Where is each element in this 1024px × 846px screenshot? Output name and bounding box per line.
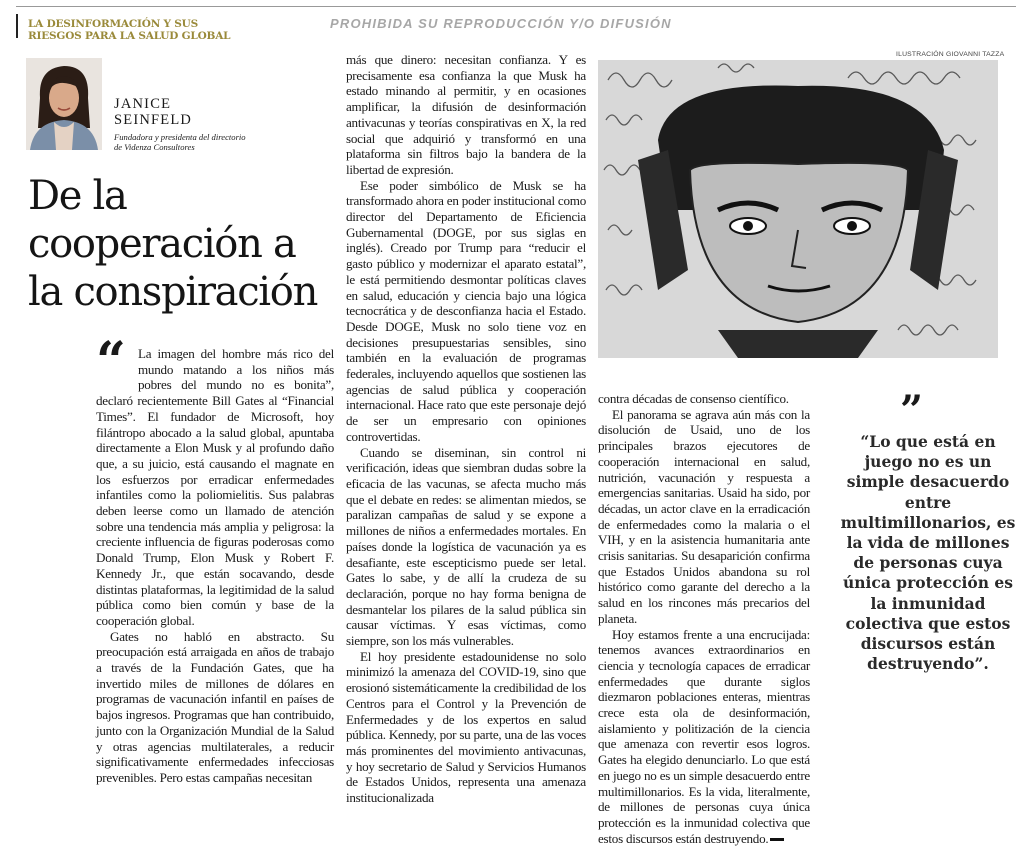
dropcap-spacer xyxy=(96,346,138,390)
article-column-1 xyxy=(96,346,334,786)
headline-line1: De la xyxy=(28,173,127,219)
pull-quote: “Lo que está en juego no es un simple desacuerdo entre multimillonarios, es la vida de millones de personas cuya única protección es la inmunidad colectiva que estos discursos están destruyendo”. xyxy=(840,432,1016,674)
author-first-name: JANICE xyxy=(114,96,172,112)
section-label: LA DESINFORMACIÓN Y SUS RIESGOS PARA LA SALUD GLOBAL xyxy=(28,18,231,42)
top-rule xyxy=(16,6,1016,7)
headline-line2: cooperación a xyxy=(28,221,296,267)
column2-paragraph: El hoy presidente estadounidense no solo minimizó la amenaza del COVID-19, sino que erosionó sistemáticamente la credibilidad de los Centros para el Control y la Prevención de Enfermedades y de los expertos en salud pública. Kennedy, por su parte, una de las voces más prominentes del movimiento antivacunas, y hoy secretario de Salud y Servicios Humanos de Estados Unidos, representa una amenaza institucionalizada xyxy=(346,648,586,806)
pull-quote-icon: ” xyxy=(900,387,924,434)
author-role-line1: Fundadora y presidenta del directorio xyxy=(114,132,246,142)
watermark: PROHIBIDA SU REPRODUCCIÓN Y/O DIFUSIÓN xyxy=(330,16,672,31)
illustration xyxy=(598,60,998,358)
author-role xyxy=(114,132,314,152)
author-last-name: SEINFELD xyxy=(114,112,193,128)
headline xyxy=(28,172,328,316)
author-role-line2: de Videnza Consultores xyxy=(114,142,195,152)
author-photo xyxy=(26,58,102,150)
section-rule xyxy=(16,14,18,38)
end-mark-icon xyxy=(770,838,784,841)
column1-paragraph: Gates no habló en abstracto. Su preocupación está arraigada en años de trabajo a través de la Fundación Gates, que ha invertido miles de millones de dólares en programas de vacunación infantil en países de bajos ingresos. Programas que han contribuido, junto con la Organización Mundial de la Salud y otras agencias multilaterales, a reducir significativamente enfermedades infecciosas prevenibles. Pero estas campañas necesitan xyxy=(96,628,334,785)
illustration-drawing xyxy=(598,60,998,358)
article-column-2 xyxy=(346,52,586,806)
column3-paragraph xyxy=(598,627,810,846)
column1-paragraph xyxy=(96,346,334,629)
column2-paragraph: Ese poder simbólico de Musk se ha transformado ahora en poder institucional como director del Departamento de Eficiencia Gubernamental (DOGE, por sus siglas en inglés). Creado por Trump para “reducir el gasto público y modernizar el aparato estatal”, le está permitiendo desmontar políticas claves en salud, educación y ciencia bajo una lógica tecnocrática y de desconfianza hacia el Estado. Desde DOGE, Musk no solo tiene voz en decisiones presupuestarias sensibles, sino también en la evaluación de programas federales, incluyendo aquellos que sostienen las agencias de salud pública y cooperación internacional. Hace rato que este personaje dejó de ser un empresario con opiniones controvertidas. xyxy=(346,177,586,444)
opening-quote-icon: “ xyxy=(96,331,126,392)
illustration-credit: ILUSTRACIÓN GIOVANNI TAZZA xyxy=(896,51,1005,58)
headline-line3: la conspiración xyxy=(28,269,318,315)
author-name xyxy=(114,96,284,128)
column3-paragraph: contra décadas de consenso científico. xyxy=(598,391,789,406)
column3-p3-text: Hoy estamos frente a una encrucijada: tenemos avances extraordinarios en ciencia y tecnología capaces de erradicar enfermedades que durante siglos diezmaron poblaciones enteras, mientras crece esta ola de desinformación, aislamiento y politización de la ciencia que amenaza con revertir esos logros. Gates ha elegido denunciarlo. Lo que está en juego no es un simple desacuerdo entre multimillonarios. Es la vida, literalmente, de millones de personas cuya única protección es la inmunidad colectiva que estos discursos están destruyendo. xyxy=(598,626,810,846)
column2-paragraph: más que dinero: necesitan confianza. Y es precisamente esa confianza la que Musk ha estado minando al permitir, y en ocasiones amplificar, la difusión de desinformación antivacunas y teorías conspirativas en X, la red social que adquirió y transformó en una plataforma sin filtros bajo la bandera de la libertad de expresión. xyxy=(346,52,586,177)
column2-paragraph: Cuando se diseminan, sin control ni verificación, ideas que siembran dudas sobre la eficacia de las vacunas, se afecta mucho más que el debate en redes: se alimentan miedos, se paralizan campañas de salud y se expone a millones de niños a enfermedades mortales. En países donde la logística de vacunación ya es desafiante, este escepticismo puede ser letal. Gates lo sabe, y de allí la crudeza de su declaración, porque no hay forma benigna de desmantelar los pilares de la salud pública sin causar víctimas. Y esas víctimas, como siempre, son los más vulnerables. xyxy=(346,444,586,649)
column3-paragraph: El panorama se agrava aún más con la disolución de Usaid, uno de los principales brazos ejecutores de cooperación internacional en salud, nutrición, vacunación y respuesta a emergencias sanitarias. Usaid ha sido, por décadas, un actor clave en la erradicación de enfermedades como la malaria o el VIH, y en la asistencia humanitaria ante crisis sanitarias. Su desaparición confirma que Estados Unidos abandona su rol histórico como garante del derecho a la salud en los rincones más precarios del planeta. xyxy=(598,406,810,626)
article-column-3 xyxy=(598,391,810,846)
author-photo-image xyxy=(26,58,102,150)
column1-p1-text: La imagen del hombre más rico del mundo matando a los niños más pobres del mundo no es bonita”, declaró recientemente Bill Gates al “Financial Times”. El fundador de Microsoft, hoy filántropo abocado a la salud global, apuntaba directamente a Elon Musk y al profundo daño que, a su juicio, está causando el magnate en los esfuerzos por erradicar enfermedades infantiles como la poliomielitis. Sus palabras deben leerse como un llamado de atención sobre una tendencia más amplia y peligrosa: la creciente influencia de figuras poderosas como Donald Trump, Elon Musk y Robert F. Kennedy Jr., que están socavando, desde distintas plataformas, la legitimidad de la salud pública como bien común y base de la cooperación global. xyxy=(96,346,334,628)
